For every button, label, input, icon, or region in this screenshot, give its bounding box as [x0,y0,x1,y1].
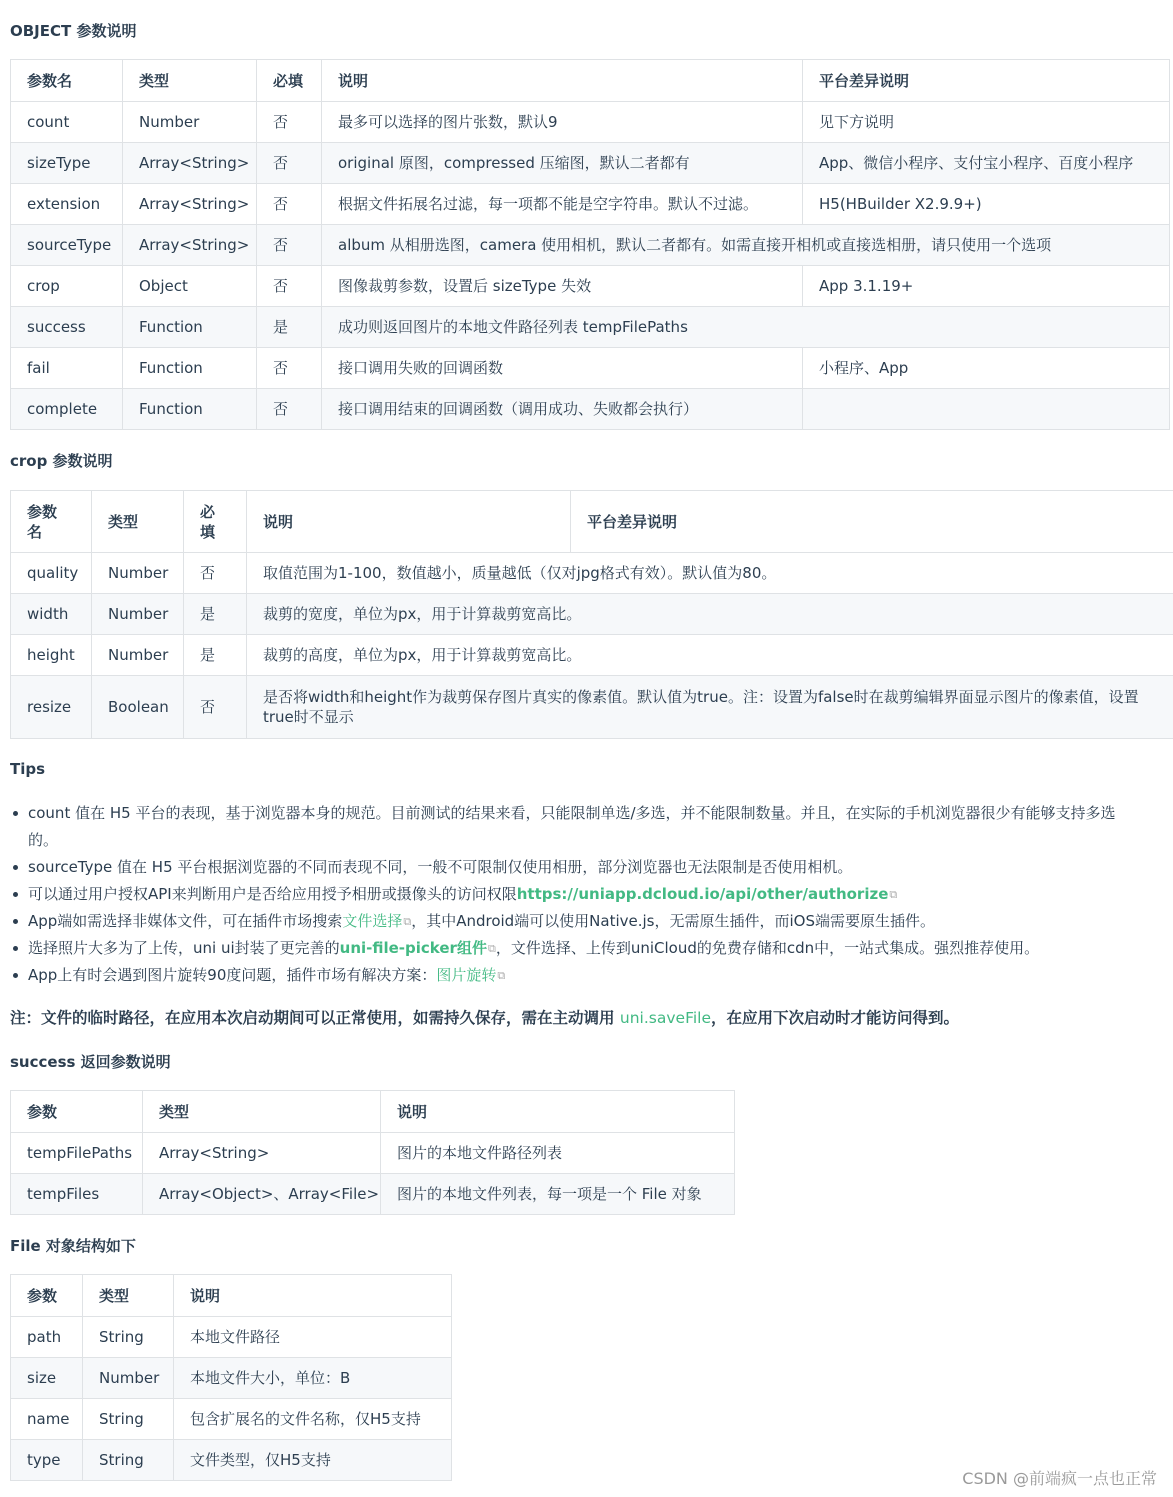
tip-item-count [10,800,1173,854]
cell-required: 是 [257,307,322,348]
cell-platform: App 3.1.19+ [803,266,1170,307]
object-params-heading: OBJECT 参数说明 [10,22,137,40]
cell-param: height [11,635,92,676]
cell-param: name [11,1399,83,1440]
cell-param: type [11,1440,83,1481]
tip-text: sourceType 值在 H5 平台根据浏览器的不同而表现不同，一般不可限制仅使用相册，部分浏览器也无法限制是否使用相机。 [28,858,853,876]
file-select-link[interactable]: 文件选择 [342,912,403,930]
cell-param: tempFilePaths [11,1133,143,1174]
tip-text: count 值在 H5 平台的表现，基于浏览器本身的规范。目前测试的结果来看，只能限制单选/多选，并不能限制数量。并且，在实际的手机浏览器很少有能够支持多选 [28,804,1116,822]
cell-required: 否 [257,102,322,143]
header-param-name: 参数 名 [11,491,92,553]
cell-type: Number [123,102,257,143]
cell-param: resize [11,676,92,739]
cell-param: sizeType [11,143,123,184]
table-row [11,1358,452,1399]
cell-platform: 见下方说明 [803,102,1170,143]
table-row [11,348,1170,389]
cell-param: fail [11,348,123,389]
table-row [11,225,1170,266]
cell-type: String [83,1317,174,1358]
header-platform-diff: 平台差异说明 [803,60,1170,102]
cell-type: Array<String> [123,184,257,225]
cell-description: 接口调用失败的回调函数 [322,348,803,389]
success-return-heading: success 返回参数说明 [10,1053,171,1071]
table-row [11,1399,452,1440]
cell-description: 包含扩展名的文件名称，仅H5支持 [174,1399,452,1440]
tip-item-rotate [10,962,1173,989]
cell-platform [803,389,1170,430]
cell-type: Array<String> [123,143,257,184]
table-header-row [11,1091,735,1133]
table-row [11,676,1173,739]
cell-description: 裁剪的高度，单位为px，用于计算裁剪宽高比。 [247,635,1173,676]
cell-description: 本地文件大小，单位：B [174,1358,452,1399]
header-required: 必 填 [184,491,247,553]
cell-param: tempFiles [11,1174,143,1215]
cell-description: album 从相册选图，camera 使用相机，默认二者都有。如需直接开相机或直接选相册，请只使用一个选项 [322,225,1170,266]
object-params-table [10,59,1170,430]
external-link-icon: ⧉ [497,969,506,982]
table-row [11,1440,452,1481]
cell-required: 是 [184,635,247,676]
external-link-icon: ⧉ [889,888,898,901]
cell-type: String [83,1399,174,1440]
table-row [11,102,1170,143]
cell-required: 是 [184,594,247,635]
tip-text: App上有时会遇到图片旋转90度问题，插件市场有解决方案： [28,966,437,984]
tip-item-file-picker [10,935,1173,962]
cell-param: success [11,307,123,348]
cell-type: Array<String> [143,1133,381,1174]
tip-text: 可以通过用户授权API来判断用户是否给应用授予相册或摄像头的访问权限 [28,885,517,903]
authorize-link[interactable]: https://uniapp.dcloud.io/api/other/authorize [516,885,889,903]
table-row [11,266,1170,307]
cell-param: extension [11,184,123,225]
table-header-row [11,60,1170,102]
cell-param: complete [11,389,123,430]
cell-type: Function [123,348,257,389]
csdn-watermark: CSDN @前端疯一点也正常 [962,1469,1157,1488]
header-param-name: 参数名 [11,60,123,102]
cell-type: Number [83,1358,174,1399]
cell-platform: App、微信小程序、支付宝小程序、百度小程序 [803,143,1170,184]
header-description: 说明 [174,1275,452,1317]
table-row [11,553,1173,594]
table-row [11,1174,735,1215]
tip-text: 选择照片大多为了上传，uni ui封装了更完善的 [28,939,340,957]
cell-type: Number [92,635,184,676]
table-row [11,635,1173,676]
cell-description: 裁剪的宽度，单位为px，用于计算裁剪宽高比。 [247,594,1173,635]
cell-required: 否 [184,553,247,594]
table-row [11,143,1170,184]
cell-type: Object [123,266,257,307]
header-description: 说明 [381,1091,735,1133]
cell-platform: H5(HBuilder X2.9.9+) [803,184,1170,225]
image-rotate-link[interactable]: 图片旋转 [436,966,497,984]
temp-path-note: 注：文件的临时路径，在应用本次启动期间可以正常使用，如需持久保存，需在主动调用 uni.saveFile，在应用下次启动时才能访问得到。 [10,1009,960,1027]
table-row [11,1317,452,1358]
header-type: 类型 [92,491,184,553]
cell-description: 取值范围为1-100，数值越小，质量越低（仅对jpg格式有效）。默认值为80。 [247,553,1173,594]
cell-description: 本地文件路径 [174,1317,452,1358]
tip-item-authorize [10,881,1173,908]
cell-param: path [11,1317,83,1358]
tip-text: App端如需选择非媒体文件，可在插件市场搜索 [28,912,343,930]
cell-description: 是否将width和height作为裁剪保存图片真实的像素值。默认值为true。注：设置为false时在裁剪编辑界面显示图片的像素值，设置 true时不显示 [247,676,1173,739]
table-row [11,1133,735,1174]
external-link-icon: ⧉ [403,915,412,928]
cell-required: 否 [257,348,322,389]
header-type: 类型 [123,60,257,102]
cell-type: Array<Object>、Array<File> [143,1174,381,1215]
tip-text: 的。 [28,831,59,849]
cell-required: 否 [257,143,322,184]
crop-params-table [10,490,1173,739]
cell-description: 接口调用结束的回调函数（调用成功、失败都会执行） [322,389,803,430]
cell-param: quality [11,553,92,594]
header-description: 说明 [247,491,571,553]
cell-required: 否 [257,389,322,430]
savefile-link[interactable]: uni.saveFile [619,1009,712,1027]
cell-required: 否 [257,225,322,266]
table-row [11,389,1170,430]
tip-item-sourcetype [10,854,1173,881]
external-link-icon: ⧉ [487,942,496,955]
cell-description: 图像裁剪参数，设置后 sizeType 失效 [322,266,803,307]
cell-required: 否 [257,266,322,307]
header-type: 类型 [83,1275,174,1317]
table-header-row [11,1275,452,1317]
header-platform-diff: 平台差异说明 [571,491,1173,553]
cell-type: Boolean [92,676,184,739]
cell-type: Number [92,594,184,635]
cell-type: Function [123,307,257,348]
tip-text: ，文件选择、上传到uniCloud的免费存储和cdn中，一站式集成。强烈推荐使用。 [495,939,1040,957]
cell-required: 否 [184,676,247,739]
cell-param: count [11,102,123,143]
cell-description: 最多可以选择的图片张数，默认9 [322,102,803,143]
cell-param: crop [11,266,123,307]
crop-table-container [10,490,1173,740]
cell-description: 成功则返回图片的本地文件路径列表 tempFilePaths [322,307,1170,348]
success-return-table [10,1090,735,1215]
cell-param: sourceType [11,225,123,266]
header-type: 类型 [143,1091,381,1133]
cell-type: Function [123,389,257,430]
table-row [11,184,1170,225]
uni-file-picker-link[interactable]: uni-file-picker组件 [339,939,487,957]
table-header-row [11,491,1173,553]
cell-required: 否 [257,184,322,225]
table-row [11,307,1170,348]
tip-item-file-select [10,908,1173,935]
tips-heading: Tips [10,760,46,778]
header-param: 参数 [11,1091,143,1133]
header-param: 参数 [11,1275,83,1317]
tip-text: ，其中Android端可以使用Native.js，无需原生插件，而iOS端需要原生插件。 [411,912,935,930]
cell-description: 图片的本地文件列表，每一项是一个 File 对象 [381,1174,735,1215]
header-description: 说明 [322,60,803,102]
cell-param: size [11,1358,83,1399]
cell-param: width [11,594,92,635]
cell-type: Array<String> [123,225,257,266]
file-object-heading: File 对象结构如下 [10,1237,136,1255]
file-object-table [10,1274,452,1481]
cell-description: 文件类型，仅H5支持 [174,1440,452,1481]
cell-description: 图片的本地文件路径列表 [381,1133,735,1174]
cell-description: original 原图，compressed 压缩图，默认二者都有 [322,143,803,184]
cell-platform: 小程序、App [803,348,1170,389]
cell-description: 根据文件拓展名过滤，每一项都不能是空字符串。默认不过滤。 [322,184,803,225]
cell-type: String [83,1440,174,1481]
header-required: 必填 [257,60,322,102]
table-row [11,594,1173,635]
cell-type: Number [92,553,184,594]
tips-list [10,800,1173,989]
crop-params-heading: crop 参数说明 [10,452,113,470]
